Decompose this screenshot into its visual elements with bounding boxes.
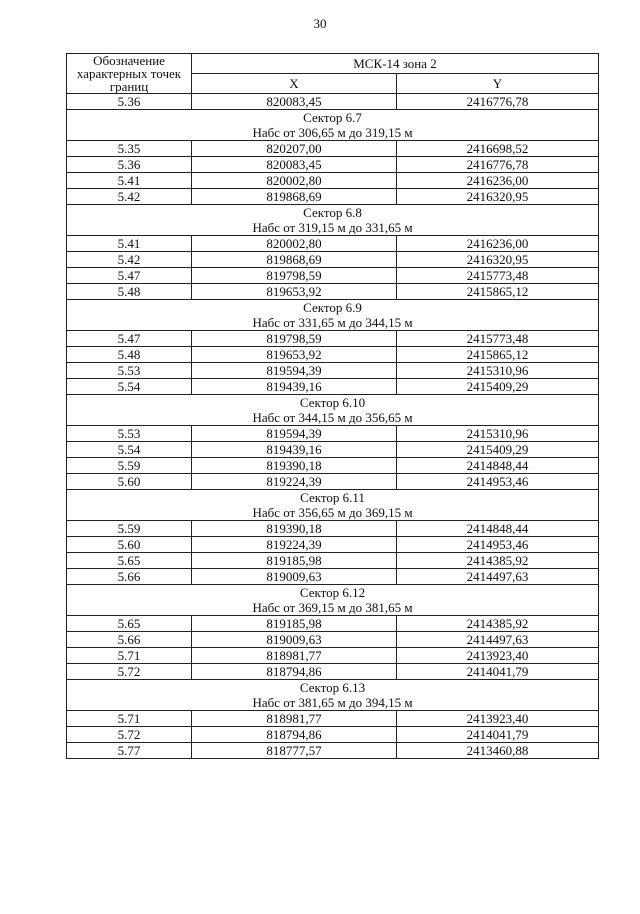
table-row bbox=[67, 173, 599, 189]
table-row bbox=[67, 537, 599, 553]
sector-title-row bbox=[67, 585, 599, 601]
x-cell: 819653,92 bbox=[192, 284, 397, 300]
x-cell: 819868,69 bbox=[192, 252, 397, 268]
table-row bbox=[67, 252, 599, 268]
y-cell: 2415865,12 bbox=[397, 347, 599, 363]
zone-header: МСК-14 зона 2 bbox=[192, 54, 599, 74]
table-row bbox=[67, 141, 599, 157]
table-row bbox=[67, 521, 599, 537]
y-cell: 2413923,40 bbox=[397, 711, 599, 727]
x-header: X bbox=[192, 74, 397, 94]
point-cell: 5.65 bbox=[67, 616, 192, 632]
sector-range-row bbox=[67, 695, 599, 711]
table-row bbox=[67, 648, 599, 664]
table-row bbox=[67, 711, 599, 727]
y-cell: 2414497,63 bbox=[397, 569, 599, 585]
table-row bbox=[67, 347, 599, 363]
y-cell: 2415865,12 bbox=[397, 284, 599, 300]
table-row bbox=[67, 331, 599, 347]
y-header: Y bbox=[397, 74, 599, 94]
x-cell: 820083,45 bbox=[192, 157, 397, 173]
point-cell: 5.54 bbox=[67, 442, 192, 458]
table-row bbox=[67, 379, 599, 395]
sector-title: Сектор 6.9 bbox=[67, 300, 599, 316]
x-cell: 819009,63 bbox=[192, 632, 397, 648]
sector-range-row bbox=[67, 315, 599, 331]
y-cell: 2416698,52 bbox=[397, 141, 599, 157]
x-cell: 819185,98 bbox=[192, 616, 397, 632]
point-cell: 5.71 bbox=[67, 711, 192, 727]
table-row bbox=[67, 94, 599, 110]
sector-range: Набс от 381,65 м до 394,15 м bbox=[67, 695, 599, 711]
table-row bbox=[67, 727, 599, 743]
sector-title: Сектор 6.10 bbox=[67, 395, 599, 411]
sector-title: Сектор 6.13 bbox=[67, 680, 599, 696]
table-body bbox=[67, 94, 599, 759]
table-row bbox=[67, 236, 599, 252]
y-cell: 2414041,79 bbox=[397, 664, 599, 680]
table-row bbox=[67, 284, 599, 300]
sector-title-row bbox=[67, 680, 599, 696]
x-cell: 819390,18 bbox=[192, 521, 397, 537]
x-cell: 820083,45 bbox=[192, 94, 397, 110]
table-row bbox=[67, 458, 599, 474]
x-cell: 819868,69 bbox=[192, 189, 397, 205]
x-cell: 819390,18 bbox=[192, 458, 397, 474]
table-row bbox=[67, 268, 599, 284]
sector-range-row bbox=[67, 220, 599, 236]
point-cell: 5.59 bbox=[67, 458, 192, 474]
y-cell: 2414385,92 bbox=[397, 616, 599, 632]
x-cell: 818794,86 bbox=[192, 664, 397, 680]
point-cell: 5.71 bbox=[67, 648, 192, 664]
point-cell: 5.42 bbox=[67, 252, 192, 268]
x-cell: 818981,77 bbox=[192, 648, 397, 664]
point-cell: 5.65 bbox=[67, 553, 192, 569]
point-cell: 5.47 bbox=[67, 268, 192, 284]
y-cell: 2416320,95 bbox=[397, 189, 599, 205]
x-cell: 820002,80 bbox=[192, 173, 397, 189]
y-cell: 2415409,29 bbox=[397, 442, 599, 458]
sector-range: Набс от 331,65 м до 344,15 м bbox=[67, 315, 599, 331]
point-cell: 5.60 bbox=[67, 537, 192, 553]
x-cell: 819594,39 bbox=[192, 363, 397, 379]
sector-title-row bbox=[67, 205, 599, 221]
point-cell: 5.72 bbox=[67, 727, 192, 743]
point-cell: 5.53 bbox=[67, 426, 192, 442]
table-row bbox=[67, 616, 599, 632]
sector-title: Сектор 6.8 bbox=[67, 205, 599, 221]
sector-title-row bbox=[67, 490, 599, 506]
y-cell: 2413923,40 bbox=[397, 648, 599, 664]
sector-range: Набс от 356,65 м до 369,15 м bbox=[67, 505, 599, 521]
point-cell: 5.41 bbox=[67, 173, 192, 189]
sector-title-row bbox=[67, 110, 599, 126]
x-cell: 818794,86 bbox=[192, 727, 397, 743]
sector-range: Набс от 319,15 м до 331,65 м bbox=[67, 220, 599, 236]
point-cell: 5.60 bbox=[67, 474, 192, 490]
point-cell: 5.35 bbox=[67, 141, 192, 157]
sector-range-row bbox=[67, 125, 599, 141]
sector-range-row bbox=[67, 600, 599, 616]
y-cell: 2414385,92 bbox=[397, 553, 599, 569]
table-row bbox=[67, 363, 599, 379]
table-row bbox=[67, 664, 599, 680]
x-cell: 819224,39 bbox=[192, 537, 397, 553]
table-row bbox=[67, 632, 599, 648]
y-cell: 2416236,00 bbox=[397, 236, 599, 252]
designation-header: Обозначение характерных точек границ bbox=[67, 54, 192, 94]
y-cell: 2415409,29 bbox=[397, 379, 599, 395]
y-cell: 2413460,88 bbox=[397, 743, 599, 759]
point-cell: 5.66 bbox=[67, 632, 192, 648]
table-row bbox=[67, 553, 599, 569]
sector-title-row bbox=[67, 395, 599, 411]
y-cell: 2415773,48 bbox=[397, 268, 599, 284]
table-row bbox=[67, 442, 599, 458]
point-cell: 5.53 bbox=[67, 363, 192, 379]
point-cell: 5.72 bbox=[67, 664, 192, 680]
y-cell: 2414953,46 bbox=[397, 537, 599, 553]
y-cell: 2415310,96 bbox=[397, 426, 599, 442]
point-cell: 5.42 bbox=[67, 189, 192, 205]
table-row bbox=[67, 569, 599, 585]
point-cell: 5.59 bbox=[67, 521, 192, 537]
point-cell: 5.66 bbox=[67, 569, 192, 585]
x-cell: 819439,16 bbox=[192, 379, 397, 395]
y-cell: 2414848,44 bbox=[397, 458, 599, 474]
point-cell: 5.36 bbox=[67, 94, 192, 110]
sector-title-row bbox=[67, 300, 599, 316]
sector-range: Набс от 306,65 м до 319,15 м bbox=[67, 125, 599, 141]
page-number: 30 bbox=[313, 16, 327, 31]
table-row bbox=[67, 743, 599, 759]
table-row bbox=[67, 157, 599, 173]
y-cell: 2416236,00 bbox=[397, 173, 599, 189]
table-row bbox=[67, 474, 599, 490]
y-cell: 2416776,78 bbox=[397, 157, 599, 173]
sector-title: Сектор 6.12 bbox=[67, 585, 599, 601]
x-cell: 819798,59 bbox=[192, 331, 397, 347]
x-cell: 818777,57 bbox=[192, 743, 397, 759]
y-cell: 2414497,63 bbox=[397, 632, 599, 648]
x-cell: 818981,77 bbox=[192, 711, 397, 727]
sector-range-row bbox=[67, 505, 599, 521]
sector-title: Сектор 6.7 bbox=[67, 110, 599, 126]
sector-range: Набс от 344,15 м до 356,65 м bbox=[67, 410, 599, 426]
table-row bbox=[67, 189, 599, 205]
sector-range: Набс от 369,15 м до 381,65 м bbox=[67, 600, 599, 616]
y-cell: 2414041,79 bbox=[397, 727, 599, 743]
table-row bbox=[67, 426, 599, 442]
x-cell: 819185,98 bbox=[192, 553, 397, 569]
point-cell: 5.47 bbox=[67, 331, 192, 347]
point-cell: 5.36 bbox=[67, 157, 192, 173]
x-cell: 819594,39 bbox=[192, 426, 397, 442]
x-cell: 819798,59 bbox=[192, 268, 397, 284]
point-cell: 5.54 bbox=[67, 379, 192, 395]
sector-title: Сектор 6.11 bbox=[67, 490, 599, 506]
y-cell: 2415773,48 bbox=[397, 331, 599, 347]
x-cell: 819439,16 bbox=[192, 442, 397, 458]
y-cell: 2414953,46 bbox=[397, 474, 599, 490]
sector-range-row bbox=[67, 410, 599, 426]
point-cell: 5.77 bbox=[67, 743, 192, 759]
y-cell: 2414848,44 bbox=[397, 521, 599, 537]
coordinates-table bbox=[66, 53, 599, 759]
x-cell: 819224,39 bbox=[192, 474, 397, 490]
x-cell: 820207,00 bbox=[192, 141, 397, 157]
point-cell: 5.48 bbox=[67, 284, 192, 300]
y-cell: 2416776,78 bbox=[397, 94, 599, 110]
x-cell: 819653,92 bbox=[192, 347, 397, 363]
x-cell: 819009,63 bbox=[192, 569, 397, 585]
point-cell: 5.48 bbox=[67, 347, 192, 363]
x-cell: 820002,80 bbox=[192, 236, 397, 252]
y-cell: 2415310,96 bbox=[397, 363, 599, 379]
point-cell: 5.41 bbox=[67, 236, 192, 252]
y-cell: 2416320,95 bbox=[397, 252, 599, 268]
